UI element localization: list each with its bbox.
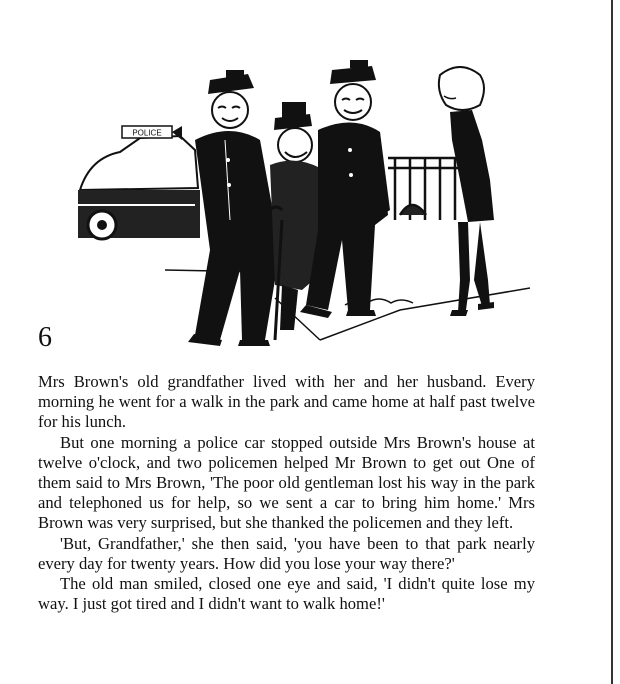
- paragraph-1: Mrs Brown's old grandfather lived with her and her husband. Every morning he went for a walk in the park and came home at half past twelve for his lunch.: [38, 372, 535, 432]
- story-illustration: [70, 40, 530, 355]
- mrs-brown: [439, 67, 494, 316]
- paragraph-3: 'But, Grandfather,' she then said, 'you have been to that park nearly every day for twenty years. How did you lose your way there?': [38, 533, 535, 573]
- police-car: [78, 126, 205, 239]
- story-text: [38, 372, 535, 614]
- page-number: 6: [38, 322, 52, 353]
- page-edge-rule: [611, 0, 613, 684]
- policeman-left: [188, 70, 280, 346]
- paragraph-2: But one morning a police car stopped outside Mrs Brown's house at twelve o'clock, and two policemen helped Mr Brown to get out One of them said to Mrs Brown, 'The poor old gentleman lost his way in the park and telephoned us for help, so we sent a car to bring him home.' Mrs Brown was very surprised, but she thanked the policemen and they left.: [38, 432, 535, 533]
- police-sign-text: POLICE: [132, 128, 162, 138]
- paragraph-4: The old man smiled, closed one eye and said, 'I didn't quite lose my way. I just got tired and I didn't want to walk home!': [38, 574, 535, 614]
- park-railing: [388, 158, 465, 220]
